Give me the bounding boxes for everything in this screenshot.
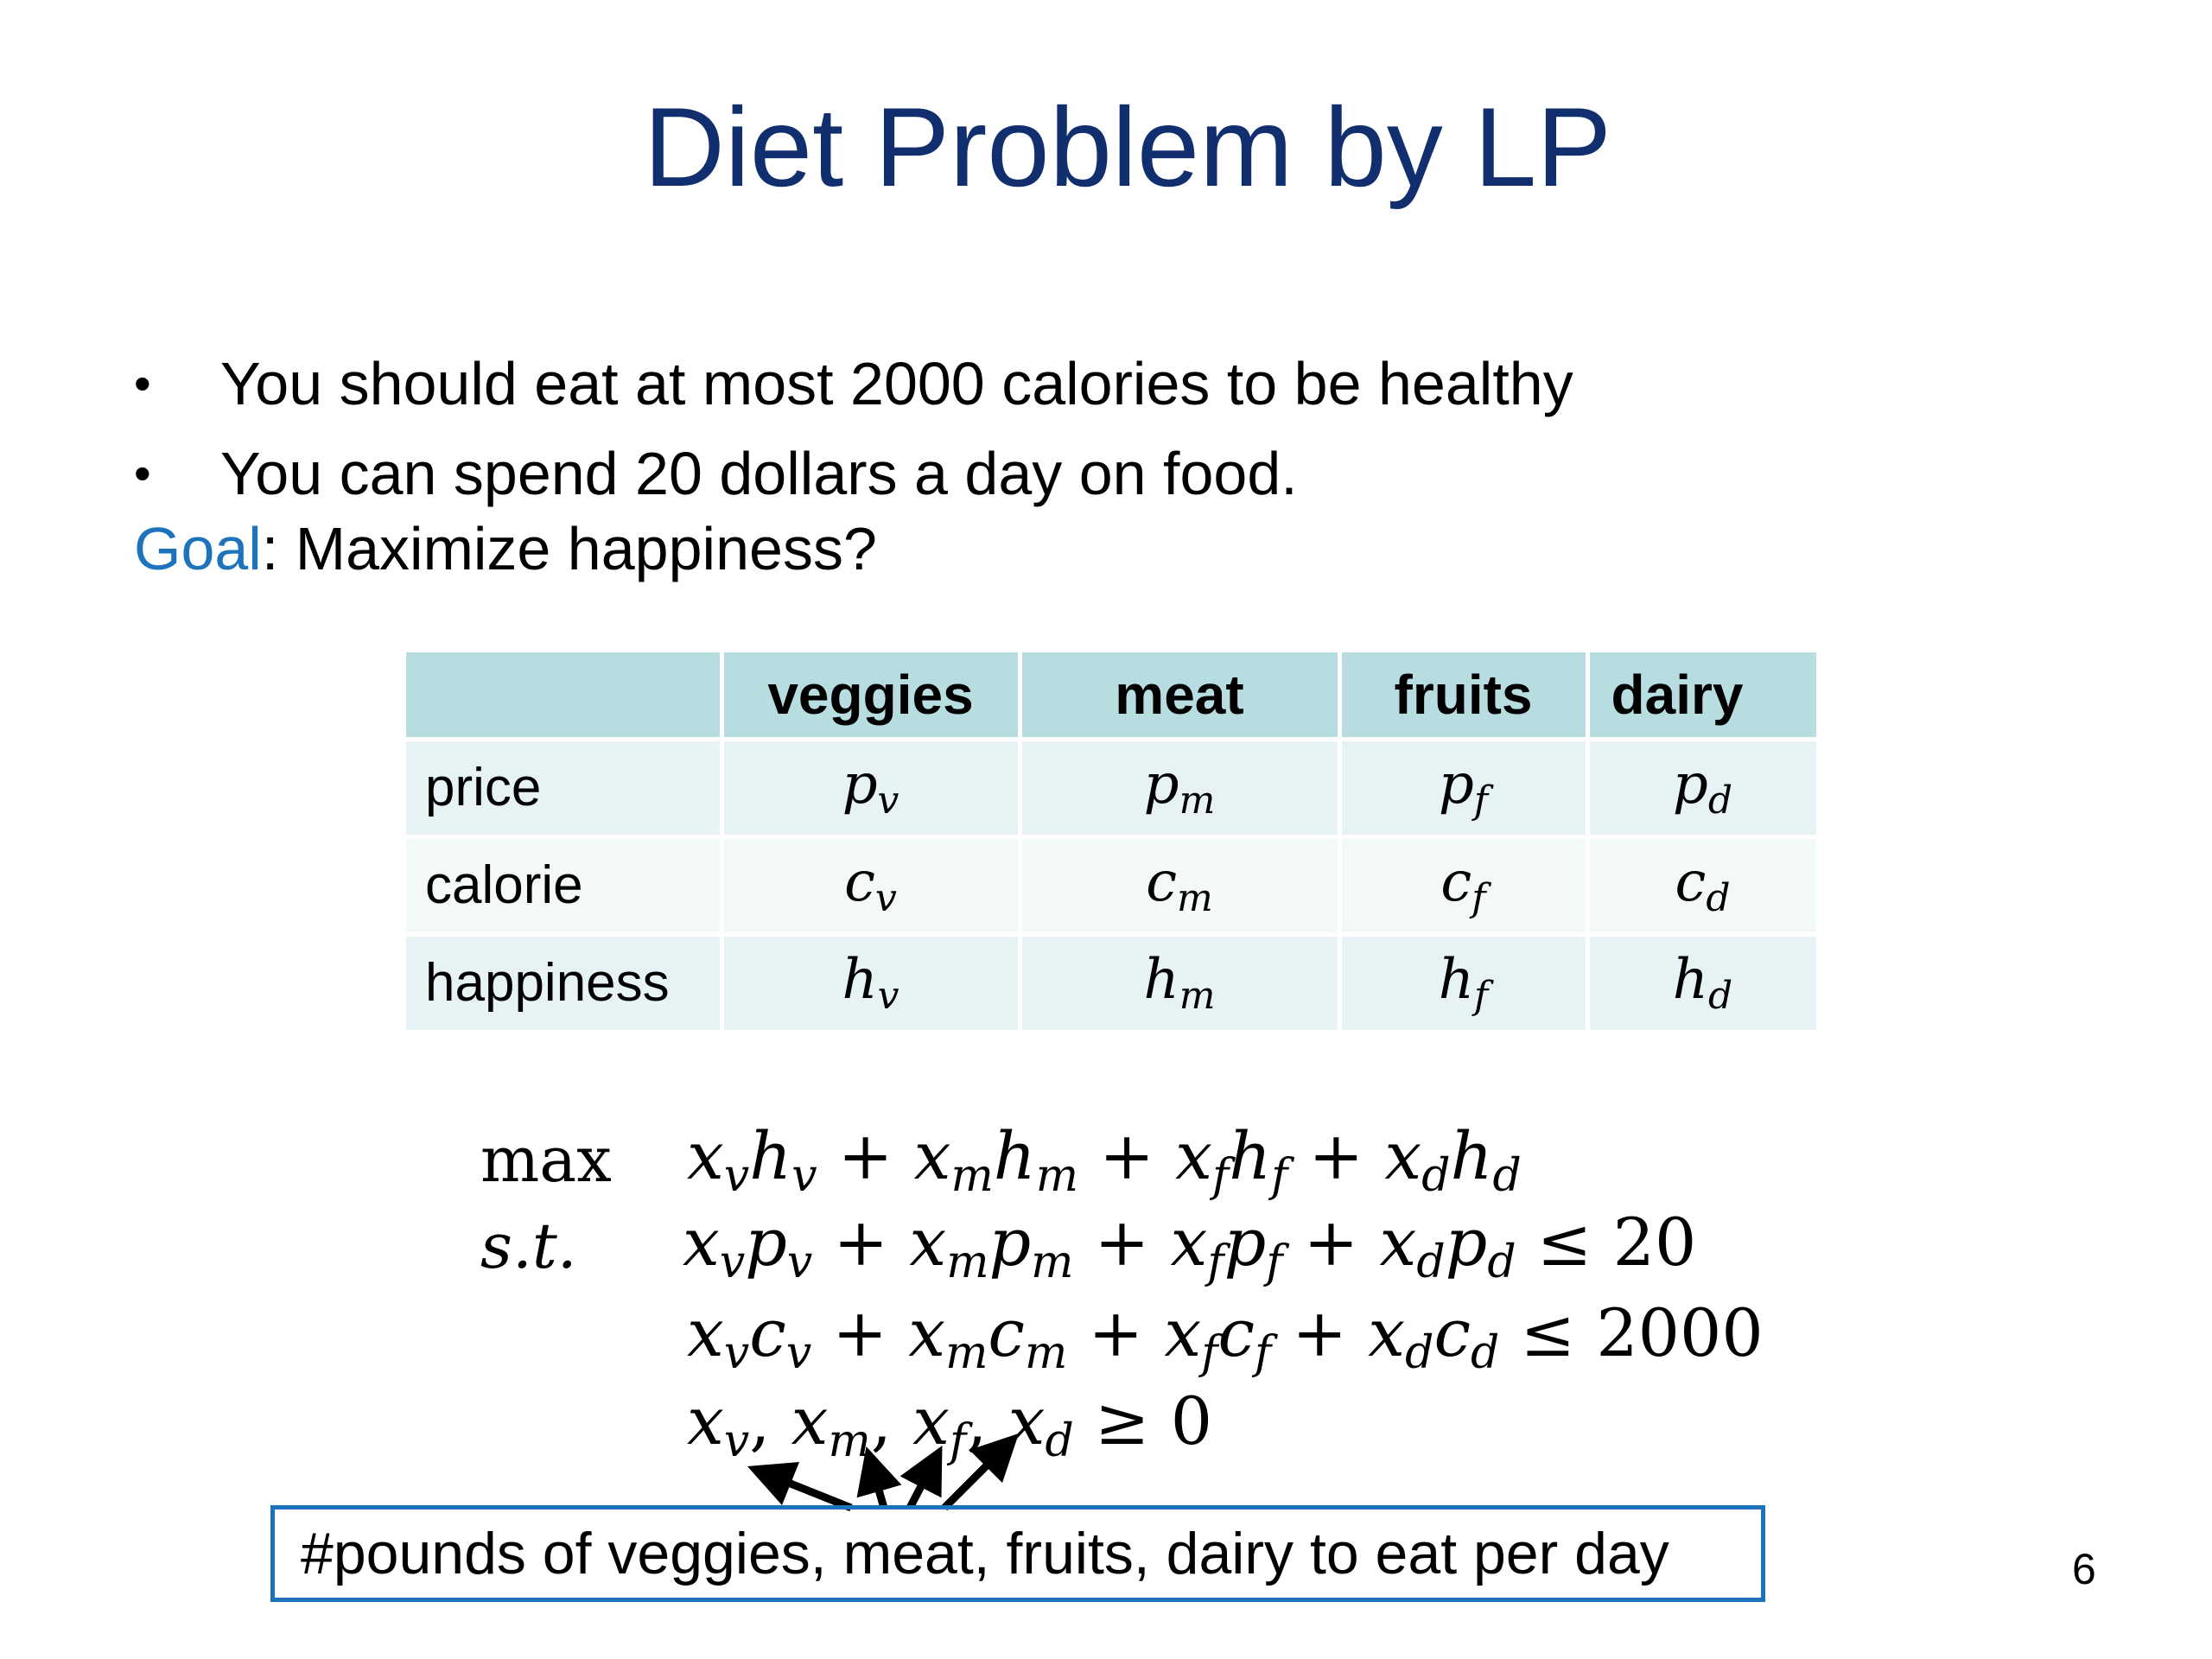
- row-label: calorie: [406, 837, 721, 935]
- variable-note-box: [270, 1505, 1765, 1602]
- table-cell: $h_d$: [1587, 935, 1818, 1033]
- st-label: s.t.: [480, 1210, 577, 1282]
- table-header-cell: fruits: [1339, 652, 1587, 740]
- table-cell: $c_m$: [1020, 837, 1339, 935]
- page-number: 6: [2072, 1545, 2096, 1593]
- calorie-constraint: $x_vc_v + x_mc_m + x_fc_f + x_dc_d \le 2000$: [687, 1294, 1764, 1379]
- table-cell: $c_f$: [1339, 837, 1587, 935]
- bullet-text: You can spend 20 dollars a day on food.: [220, 440, 1298, 507]
- table-cell: $p_m$: [1020, 740, 1339, 837]
- objective-function: $x_vh_v + x_mh_m + x_fh_f + x_dh_d$: [687, 1117, 1522, 1202]
- arrow-icon: [944, 1450, 1002, 1508]
- row-label: happiness: [406, 935, 721, 1033]
- table-header-cell: dairy: [1587, 652, 1818, 740]
- arrow-icon: [910, 1466, 931, 1508]
- bullet-marker: •: [134, 356, 151, 410]
- table-cell: $p_v$: [721, 740, 1020, 837]
- table-cell: $h_v$: [721, 935, 1020, 1033]
- nonnegativity-constraint: $x_v$, $x_m$, $x_f$, $x_d \ge 0$: [687, 1382, 1213, 1467]
- table-cell: $h_m$: [1020, 935, 1339, 1033]
- table-header-cell: veggies: [721, 652, 1020, 740]
- table-header-cell: meat: [1020, 652, 1339, 740]
- table-cell: $p_d$: [1587, 740, 1818, 837]
- table-cell: $c_v$: [721, 837, 1020, 935]
- goal-label: Goal: [134, 515, 262, 582]
- table-cell: $c_d$: [1587, 837, 1818, 935]
- row-label: price: [406, 740, 721, 837]
- variable-note: #pounds of veggies, meat, fruits, dairy to eat per day: [301, 1521, 1669, 1586]
- bullet-text: You should eat at most 2000 calories to be healthy: [220, 350, 1573, 417]
- bullet-marker: •: [134, 446, 151, 500]
- table-cell: $p_f$: [1339, 740, 1587, 837]
- arrow-icon: [769, 1475, 851, 1508]
- goal-text: : Maximize happiness?: [261, 515, 877, 582]
- slide-title: Diet Problem by LP: [644, 84, 1611, 210]
- max-label: max: [480, 1123, 612, 1196]
- arrow-icon: [873, 1469, 884, 1508]
- table-cell: $h_f$: [1339, 935, 1587, 1033]
- budget-constraint: $x_vp_v + x_mp_m + x_fp_f + x_dp_d \le 20$: [683, 1204, 1697, 1288]
